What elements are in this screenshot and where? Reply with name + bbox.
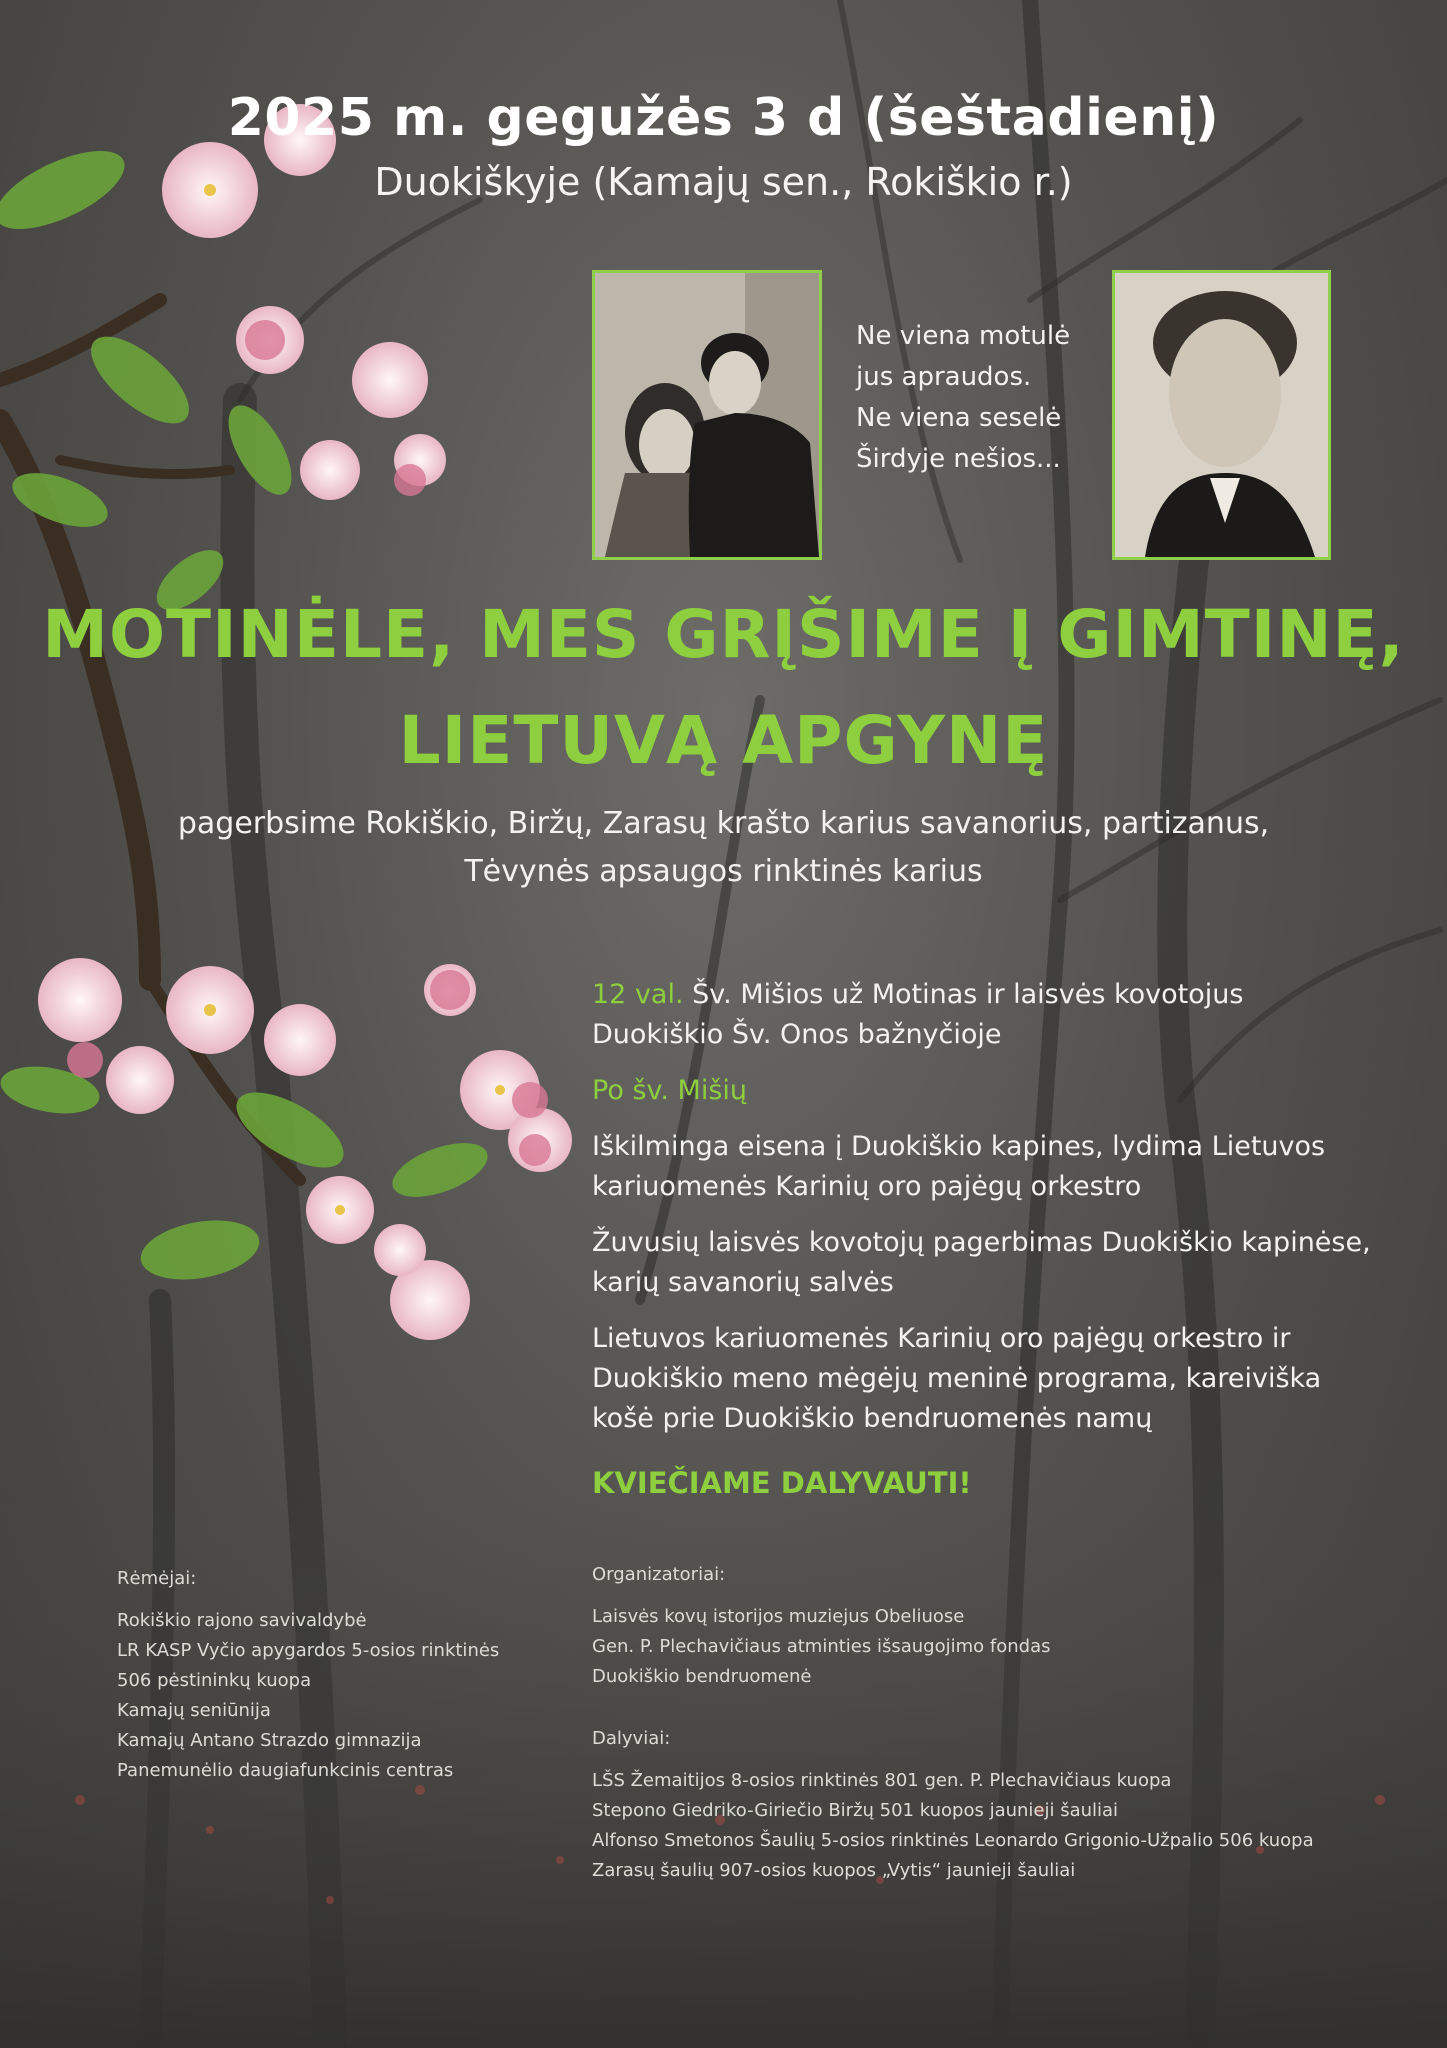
program-mass-line-2: Duokiškio Šv. Onos bažnyčioje xyxy=(592,1019,1002,1050)
photo-young-man xyxy=(1112,270,1331,560)
poem-line: Širdyje nešios... xyxy=(856,444,1061,474)
organizer-item: Duokiškio bendruomenė xyxy=(592,1666,812,1687)
event-place: Duokiškyje (Kamajų sen., Rokiškio r.) xyxy=(374,160,1073,204)
program-item-line: Duokiškio meno mėgėjų meninė programa, kareiviška xyxy=(592,1363,1322,1394)
sponsor-item: LR KASP Vyčio apygardos 5-osios rinktinės xyxy=(117,1640,500,1661)
organizer-item: Gen. P. Plechavičiaus atminties išsaugojimo fondas xyxy=(592,1636,1051,1657)
program-item-line: Lietuvos kariuomenės Karinių oro pajėgų orkestro ir xyxy=(592,1323,1291,1354)
portrait-women-illustration xyxy=(595,273,819,557)
program-item-line: košė prie Duokiškio bendruomenės namų xyxy=(592,1403,1153,1434)
program-mass-line-1: Šv. Mišios už Motinas ir laisvės kovotojus xyxy=(692,979,1244,1010)
participant-item: Alfonso Smetonos Šaulių 5-osios rinktinės Leonardo Grigonio-Užpalio 506 kuopa xyxy=(592,1830,1314,1851)
participant-item: LŠS Žemaitijos 8-osios rinktinės 801 gen. P. Plechavičiaus kuopa xyxy=(592,1770,1172,1791)
poem xyxy=(856,316,1116,480)
participant-item: Zarasų šaulių 907-osios kuopos „Vytis“ jaunieji šauliai xyxy=(592,1860,1076,1881)
program-item-procession xyxy=(592,1127,1372,1207)
poem-line: jus apraudos. xyxy=(856,362,1032,392)
sponsor-item: Rokiškio rajono savivaldybė xyxy=(117,1610,367,1631)
invitation: KVIEČIAME DALYVAUTI! xyxy=(592,1466,972,1500)
participants-block xyxy=(592,1724,1314,1886)
portrait-man-illustration xyxy=(1115,273,1328,557)
poem-line: Ne viena seselė xyxy=(856,403,1062,433)
sponsor-item: Kamajų Antano Strazdo gimnazija xyxy=(117,1730,422,1751)
organizers-block xyxy=(592,1560,1050,1692)
subtitle-line-2: Tėvynės apsaugos rinktinės karius xyxy=(464,854,983,889)
sponsor-item: Panemunėlio daugiafunkcinis centras xyxy=(117,1760,454,1781)
program-item-line: karių savanorių salvės xyxy=(592,1267,894,1298)
sponsor-item: Kamajų seniūnija xyxy=(117,1700,271,1721)
program-item-line: Iškilminga eisena į Duokiškio kapines, lydima Lietuvos xyxy=(592,1131,1326,1162)
photo-mother-and-daughter xyxy=(592,270,822,560)
program-item-tribute xyxy=(592,1223,1372,1303)
sponsor-item: 506 pėstininkų kuopa xyxy=(117,1670,312,1691)
main-title-line-2: LIETUVĄ APGYNĘ xyxy=(398,702,1049,779)
program-time: 12 val. xyxy=(592,979,684,1010)
subtitle xyxy=(0,800,1447,896)
program-item-line: kariuomenės Karinių oro pajėgų orkestro xyxy=(592,1171,1142,1202)
program-item-concert xyxy=(592,1319,1372,1439)
participants-label: Dalyviai: xyxy=(592,1728,671,1749)
organizer-item: Laisvės kovų istorijos muziejus Obeliuose xyxy=(592,1606,965,1627)
poem-line: Ne viena motulė xyxy=(856,321,1071,351)
event-program xyxy=(592,975,1372,1455)
event-date: 2025 m. gegužės 3 d (šeštadienį) xyxy=(227,88,1220,148)
sponsors-block xyxy=(117,1564,499,1786)
main-title-line-1: MOTINĖLE, MES GRĮŠIME Į GIMTINĘ, xyxy=(42,596,1405,673)
organizers-label: Organizatoriai: xyxy=(592,1564,726,1585)
program-item-line: Žuvusių laisvės kovotojų pagerbimas Duokiškio kapinėse, xyxy=(592,1227,1371,1258)
subtitle-line-1: pagerbsime Rokiškio, Biržų, Zarasų krašto karius savanorius, partizanus, xyxy=(177,806,1270,841)
program-mass xyxy=(592,975,1372,1055)
sponsors-label: Rėmėjai: xyxy=(117,1568,197,1589)
participant-item: Stepono Giedriko-Giriečio Biržų 501 kuopos jaunieji šauliai xyxy=(592,1800,1119,1821)
program-after-mass: Po šv. Mišių xyxy=(592,1075,748,1106)
